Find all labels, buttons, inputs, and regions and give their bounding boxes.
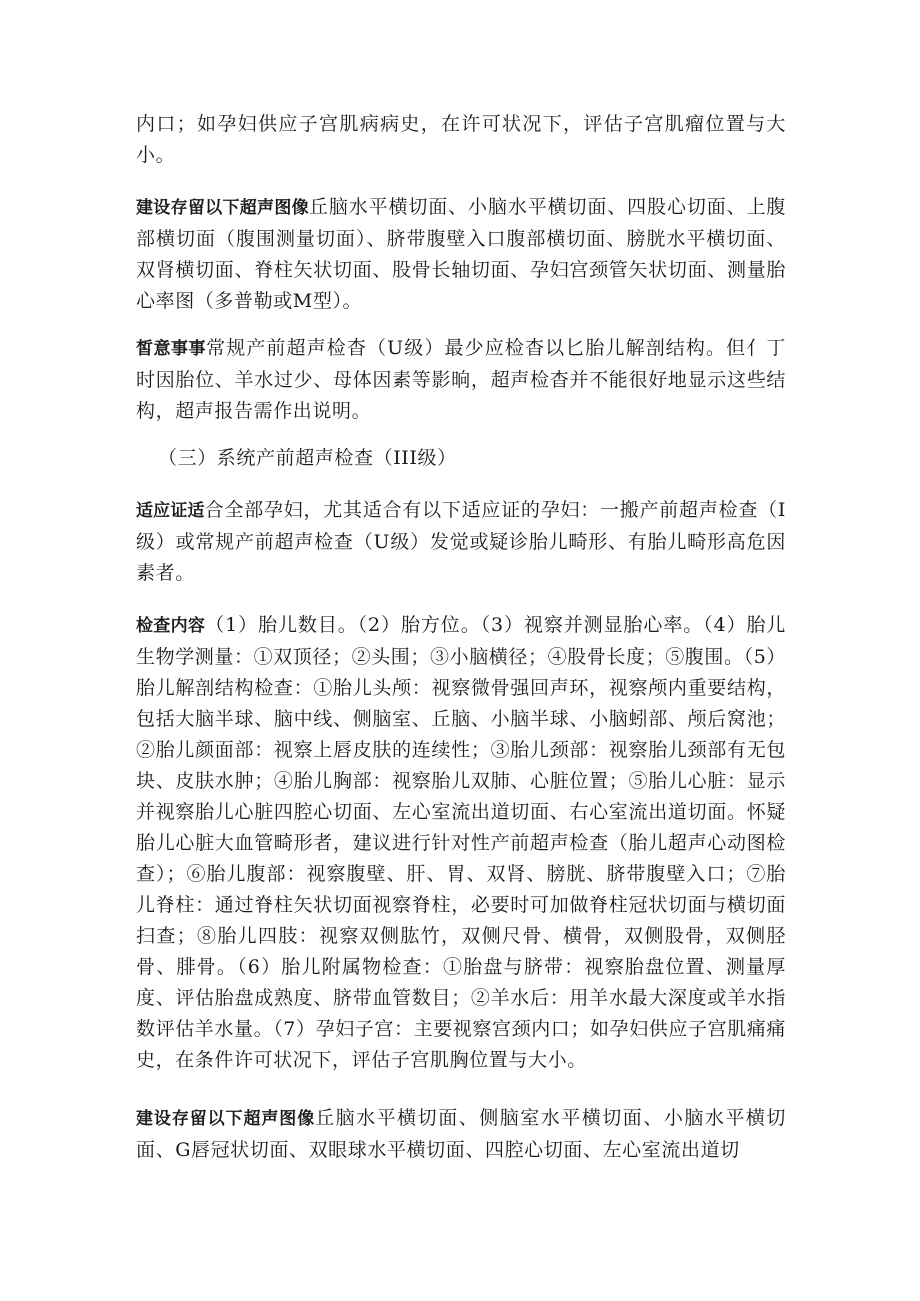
- paragraph-text: 合全部孕妇，尤其适合有以下适应证的孕妇：一搬产前超声检查（I级）或常规产前超声检查（U级）发觉或疑诊胎儿畸形、有胎儿畸形高危因素者。: [136, 499, 786, 584]
- paragraph-precautions: [136, 333, 786, 427]
- section-heading-level-3: [158, 443, 778, 474]
- paragraph-recommended-images-level-2: [136, 192, 786, 317]
- paragraph-lead-label: 皙意事事: [136, 339, 207, 359]
- paragraph-text: 丘脑水平横切面、侧脑室水平横切面、小脑水平横切面、G唇冠状切面、双眼球水平横切面、四腔心切面、左心室流出道切: [136, 1107, 786, 1161]
- paragraph-recommended-images-level-3: [136, 1103, 786, 1166]
- paragraph-indications: [136, 495, 786, 589]
- section-heading-text: （三）系统产前超声检查（III级）: [158, 447, 457, 469]
- paragraph-uterine-fibroid-note: [136, 109, 786, 171]
- paragraph-text: （1）胎儿数目。（2）胎方位。（3）视察并测显胎心率。（4）胎儿生物学测量：①双顶径；②头围；③小脑横径；④股骨长度；⑤腹围。（5）胎儿解剖结构检查：①胎儿头颅：视察微骨强回声环，视察颅内重要结构，包括大脑半球、脑中线、侧脑室、丘脑、小脑半球、小脑蚓部、颅后窝池；②胎儿颜面部：视察上唇皮肤的连续性；③胎儿颈部：视察胎儿颈部有无包块、皮肤水肿；④胎儿胸部：视察胎儿双肺、心脏位置；⑤胎儿心脏：显示并视察胎儿心脏四腔心切面、左心室流出道切面、右心室流出道切面。怀疑胎儿心脏大血管畸形者，建议进行针对性产前超声检查（胎儿超声心动图检查）；⑥胎儿腹部：视察腹壁、肝、胃、双肾、膀胱、脐带腹壁入口；⑦胎儿脊柱：通过脊柱矢状切面视察脊柱，必要时可加做脊柱冠状切面与横切面扫查；⑧胎儿四肢：视察双侧肱竹，双侧尺骨、横骨，双侧股骨，双侧胫骨、腓骨。（6）胎儿附属物检查：①胎盘与脐带：视察胎盘位置、测量厚度、评估胎盘成熟度、脐带血管数目；②羊水后：用羊水最大深度或羊水指数评估羊水量。（7）孕妇子宫：主要视察宫颈内口；如孕妇供应子宫肌痛痛史，在条件许可状况下，评估子宫肌胸位置与大小。: [136, 614, 786, 1071]
- paragraph-lead-label: 建设存留以下超声图像: [136, 1109, 316, 1129]
- paragraph-text: 内口；如孕妇供应子宫肌病病史，在许可状况下，评估子宫肌瘤位置与大小。: [136, 113, 786, 166]
- paragraph-lead-label: 适应证适: [136, 501, 205, 521]
- paragraph-text: 常规产前超声检杳（U级）最少应检杳以匕胎儿解剖结构。但亻丁时因胎位、羊水过少、母体因素等影晌，超声检杳并不能很好地显示这些结构，超声报告需作出说明。: [136, 337, 786, 422]
- paragraph-text: 丘脑水平横切面、小脑水平横切面、四股心切面、上腹部横切面（腹围测量切面）、脐带腹壁入口腹部横切面、膀胱水平横切面、双肾横切面、脊柱矢状切面、股骨长轴切面、孕妇宫颈管矢状切面、测量胎心率图（多普勒或M型）。: [136, 196, 787, 312]
- paragraph-lead-label: 检查内容: [136, 616, 206, 636]
- paragraph-exam-contents: [136, 610, 786, 1076]
- paragraph-lead-label: 建设存留以下超声图像: [136, 198, 309, 218]
